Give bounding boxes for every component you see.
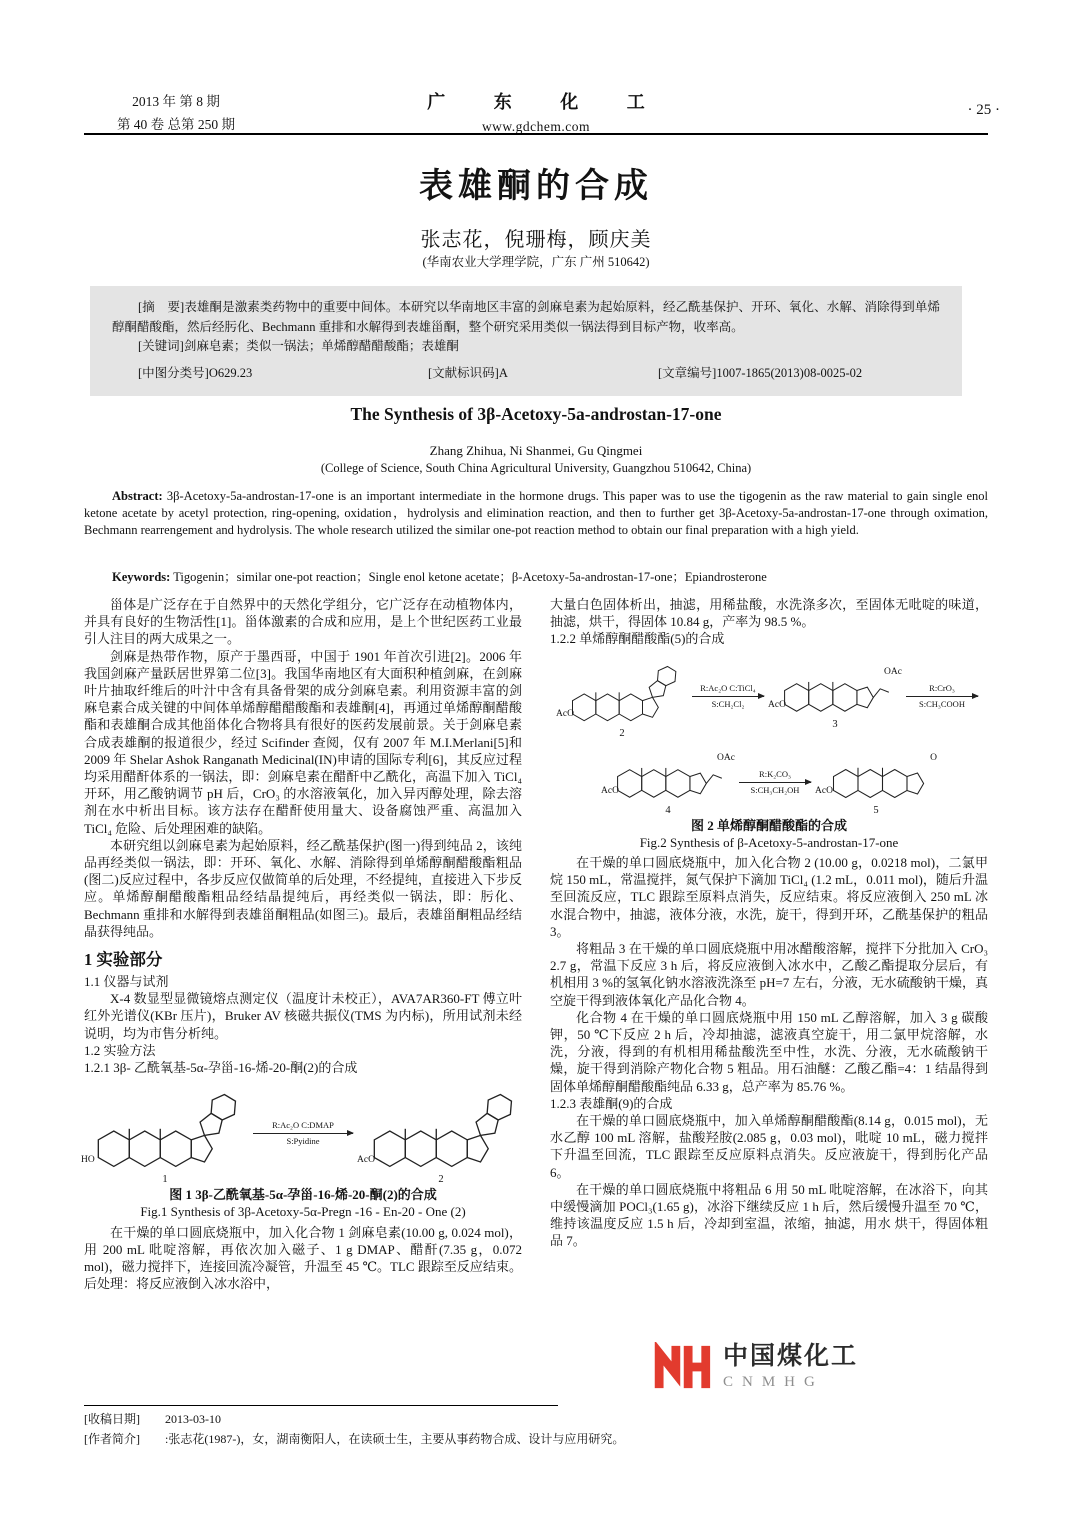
watermark-text-cn: 中国煤化工 — [723, 1343, 859, 1370]
reaction-arrow — [739, 769, 811, 796]
author-bio-line — [84, 1430, 988, 1450]
figure-1-caption-en: Fig.1 Synthesis of 3β-Acetoxy-5α-Pregn -16 - En-20 - One (2) — [140, 1204, 466, 1220]
document-code: [文献标识码]A — [428, 365, 508, 380]
reaction-arrow — [253, 1120, 353, 1147]
keywords-text: 剑麻皂素；类似一锅法；单烯醇醋醋酸酯；表雄酮 — [183, 339, 459, 353]
figure-2-row-1 — [550, 656, 988, 737]
substituent-label: AcO — [601, 785, 619, 796]
subsection-heading-1-1: 1.1 仪器与试剂 — [84, 974, 169, 990]
abstract-en — [84, 488, 988, 538]
subsection-heading-1-2-3: 1.2.3 表雄酮(9)的合成 — [550, 1095, 673, 1111]
substituent-label: OAc — [717, 752, 735, 763]
compound-number: 1 — [162, 1174, 168, 1186]
compound-5-structure — [815, 751, 937, 816]
authors-en: Zhang Zhihua, Ni Shanmei, Gu Qingmei — [429, 443, 643, 458]
journal-url: www.gdchem.com — [481, 119, 591, 134]
abstract-cn — [112, 298, 940, 337]
page-number: · 25 · — [967, 102, 1000, 118]
steroid-skeleton — [95, 1092, 241, 1170]
body-paragraph: 甾体是广泛存在于自然界中的天然化学组分，它广泛存在动植物体内，并具有良好的生物活性[1]。甾体激素的合成和应用，是上个世纪医药工业最引人注目的两大成果之一。 — [84, 597, 522, 647]
bio-value: :张志花(1987-)，女，湖南衡阳人，在读硕士生，主要从事药物合成、设计与应用研究。 — [165, 1431, 625, 1446]
arrow-line — [739, 782, 811, 783]
right-column — [550, 596, 988, 1250]
reaction-arrow — [906, 683, 978, 710]
received-label: [收稿日期] — [84, 1412, 140, 1426]
authors-cn: 张志花，倪珊梅，顾庆美 — [420, 229, 652, 251]
body-paragraph: X-4 数显型显微镜熔点测定仪（温度计未校正），AVA7AR360-FT 傅立叶红外光谱仪(KBr 压片)，Bruker AV 核磁共振仪(TMS 为内标)，所用试剂未经说明，均为市售分析纯。 — [84, 991, 522, 1041]
footnote-block — [84, 1410, 988, 1449]
keywords-en-text: Tigogenin；similar one-pot reaction；Single enol ketone acetate；β-Acetoxy-5a-androstan-17-one；Epiandrosterone — [173, 570, 767, 584]
cnmhg-logo-icon — [653, 1342, 711, 1392]
compound-4-structure — [601, 751, 735, 816]
journal-name: 广 东 化 工 — [427, 92, 667, 112]
arrow-line — [906, 696, 978, 697]
solvent-label: S:CH₃CH₂OH — [750, 784, 800, 795]
body-paragraph: 本研究组以剑麻皂素为起始原料，经乙酰基保护(图一)得到纯品 2，该纯品再经类似一锅法，即：开环、氧化、水解、消除得到单烯醇酮醋酸酯粗品(图二)反应过程中，各步反应仅做简单的后处理，不经提纯，直接进入下步反应。单烯醇酮醋酸酯粗品经结晶提纯后，再经类似一锅法，即：肟化、Bechmann 重排和水解得到表雄甾酮粗品(如图三)。最后，表雄甾酮粗品经结晶获得纯品。 — [84, 837, 522, 939]
reagent-label: R:K₂CO₃ — [759, 768, 791, 779]
arrow-line — [692, 696, 764, 697]
steroid-skeleton — [782, 673, 894, 715]
body-paragraph: 剑麻是热带作物，原产于墨西哥，中国于 1901 年首次引进[2]。2006 年我国剑麻产量跃居世界第二位[3]。我国华南地区有大面积种植剑麻，在剑麻叶片抽取纤维后的叶汁中含有具备骨架的成分剑麻皂素。利用资源丰富的剑麻皂素合成关键的中间体单烯醇醋醋酸酯和表雄酮[4]，再通过单烯醇酮醋酸酯和表雄酮合成其他甾体化合物将具有很好的医药发展前景。关于剑麻皂素合成表雄酮的报道很少，经过 Scifinder 查阅，仅有 2007 年 M.I.Merlani[5]和 2009 年 Shelar Ashok Ranganath Medicinal(IN)申请的国际专利[6]，其反应过程均采用醋酐体系的一锅法，即：剑麻皂素在醋酐中乙酰化，高温下加入 TiCl₄ 开环，用乙酸钠调节 pH 后，CrO₃ 的水溶液氧化，加入异丙醇处理，除去溶剂在水中析出目标。该方法存在醋酐使用量大、设备腐蚀严重、高温加入 TiCl₄ 危险、后处理困难的缺陷。 — [84, 648, 522, 836]
body-paragraph: 化合物 4 在干燥的单口圆底烧瓶中用 150 mL 乙醇溶解，加入 3 g 碳酸钾，50 ℃下反应 2 h 后，冷却抽滤，滤液真空旋干，用二氯甲烷溶解，水洗，分液，得到的有机相用稀盐酸洗至中性，水洗、分液，无水硫酸钠干燥，旋干得到消除产物化合物 5 粗品。用石油醚：乙酸乙酯=4：1 结晶得到固体单烯醇酮醋酸酯纯品 6.33 g，总产率为 85.76 %。 — [550, 1009, 988, 1094]
steroid-skeleton — [615, 759, 727, 801]
substituent-label: AcO — [357, 1155, 375, 1166]
substituent-label: HO — [81, 1155, 95, 1166]
left-column — [81, 596, 522, 1293]
figure-2-row-2 — [550, 751, 988, 814]
keywords-en — [84, 567, 988, 585]
reagent-label: R:Ac₂O C:DMAP — [272, 1120, 334, 1131]
watermark-text — [723, 1343, 858, 1391]
substituent-label: AcO — [768, 699, 786, 710]
subsection-heading-1-2-2: 1.2.2 单烯醇酮醋酸酯(5)的合成 — [550, 631, 725, 647]
abstract-en-text: 3β-Acetoxy-5a-androstan-17-one is an important intermediate in the hormone drugs. This paper was to use the tigogenin as the raw material to gain single enol ketone acetate by acetyl protection, ring-opening, oxidation，hydrolysis and elimination reaction, and then to further get 3β-Acetoxy-5a-androstan-17-one through oximation, Bechmann rearrengement and hydrolysis. The whole research utilized the similar one-pot reaction method to obtain our final preparation with a high yield. — [84, 489, 989, 537]
body-paragraph: 在干燥的单口圆底烧瓶中将粗品 6 用 50 mL 吡啶溶解，在冰浴下，向其中缓慢滴加 POCl₃(1.65 g)，冰浴下继续反应 1 h 后，然后缓慢升温至 70 ℃，维持该温度反应 1.5 h 后，冷却到室温，浓缩，抽滤，用水 烘干，得固体粗品 7。 — [550, 1181, 988, 1249]
steroid-skeleton — [829, 759, 929, 801]
keywords-en-label: Keywords: — [112, 570, 171, 584]
solvent-label: S:CH₂Cl₂ — [711, 698, 745, 709]
reaction-arrow — [692, 683, 764, 710]
figure-1-caption-cn: 图 1 3β-乙酰氧基-5α-孕甾-16-烯-20-酮(2)的合成 — [169, 1187, 437, 1203]
clc-number: [中图分类号]O629.23 — [138, 365, 253, 380]
compound-2-structure — [556, 656, 684, 739]
paper-title-cn: 表雄酮的合成 — [419, 168, 653, 205]
journal-issue-info — [96, 90, 256, 136]
body-paragraph: 在干燥的单口圆底烧瓶中，加入化合物 2 (10.00 g，0.0218 mol)，二氯甲烷 150 mL，常温搅拌，氮气保护下滴加 TiCl₄ (1.2 mL，0.011 mol)，随后升温至回流反应，TLC 跟踪至原料点消失，反应结束。将反应液倒入 250 mL 冰水混合物中，抽滤，液体分液，水洗，旋干，得到开环，乙酰基保护的粗品 3。 — [550, 855, 988, 939]
steroid-skeleton — [371, 1092, 517, 1170]
received-value: 2013-03-10 — [165, 1412, 221, 1426]
body-paragraph: 在干燥的单口圆底烧瓶中，加入单烯醇酮醋酸酯(8.14 g，0.015 mol)，无水乙醇 100 mL 溶解，盐酸羟胺(2.085 g，0.03 mol)，吡啶 10 mL，磁力搅拌下升温至回流，TLC 跟踪至反应原料点消失。反应液旋干，得到肟化产品 6。 — [550, 1113, 988, 1180]
header-rule — [84, 133, 988, 135]
abstract-label: [摘 要] — [138, 300, 185, 314]
arrow-line — [253, 1133, 353, 1134]
reagent-label: R:Ac₂O C:TiCl₄ — [700, 682, 756, 693]
figure-2-caption-en: Fig.2 Synthesis of β-Acetoxy-5-androstan-17-one — [639, 834, 899, 850]
reagent-label: R:CrO₃ — [929, 682, 955, 693]
bio-label: [作者简介] — [84, 1431, 140, 1446]
subsection-heading-1-2: 1.2 实验方法 — [84, 1042, 156, 1058]
compound-1-structure — [81, 1084, 245, 1186]
received-date-line — [84, 1410, 988, 1430]
solvent-label: S:Pyidine — [286, 1136, 320, 1147]
keywords-cn — [112, 337, 940, 357]
body-paragraph: 将粗品 3 在干燥的单口圆底烧瓶中用冰醋酸溶解，搅拌下分批加入 CrO₃ 2.7 g，常温下反应 3 h 后，将反应液倒入冰水中，乙酸乙酯提取分层后，有机相用 3 %的氢氧化钠水溶液洗涤至 pH=7 左右，分液，无水硫酸钠干燥，真空旋干得到液体氧化产品化合物 4。 — [550, 941, 988, 1008]
substituent-label: AcO — [815, 785, 833, 796]
keywords-label: [关键词] — [138, 339, 184, 353]
issue-line: 2013 年 第 8 期 — [132, 94, 220, 109]
compound-number: 5 — [873, 804, 879, 816]
substituent-label: O — [930, 752, 937, 763]
paper-title-en: The Synthesis of 3β-Acetoxy-5a-androstan-17-one — [350, 404, 722, 424]
compound-3-structure — [768, 665, 902, 730]
figure-2-caption-cn: 图 2 单烯醇酮醋酸酯的合成 — [690, 817, 847, 833]
substituent-label: AcO — [556, 708, 574, 719]
abstract-text: 表雄酮是激素类药物中的重要中间体。本研究以华南地区丰富的剑麻皂素为起始原料，经乙酰基保护、开环、氧化、水解、消除得到单烯醇酮醋酸酯，然后经肟化、Bechmann 重排和水解得到表雄甾酮，整个研究采用类似一锅法得到目标产物，收率高。 — [112, 300, 940, 334]
cnmhg-watermark — [645, 1327, 921, 1407]
compound-number: 2 — [438, 1174, 444, 1186]
journal-masthead — [336, 88, 736, 135]
affiliation-en: (College of Science, South China Agricultural University, Guangzhou 510642, China) — [320, 461, 752, 475]
abstract-box — [90, 286, 962, 396]
figure-1-scheme — [81, 1084, 522, 1186]
subsection-heading-1-2-1: 1.2.1 3β- 乙酰氧基-5α-孕甾-16-烯-20-酮(2)的合成 — [84, 1060, 358, 1076]
footer-rule — [84, 1405, 558, 1406]
compound-number: 4 — [665, 804, 671, 816]
section-heading-1: 1 实验部分 — [84, 950, 163, 970]
body-paragraph: 在干燥的单口圆底烧瓶中，加入化合物 1 剑麻皂素(10.00 g, 0.024 mol)，用 200 mL 吡啶溶解，再依次加入磁子、1 g DMAP、醋酐(7.35 g，0.072 mol)，磁力搅拌下，连接回流冷凝管，升温至 45 ℃。TLC 跟踪至反应结束。后处理：将反应液倒入冰水浴中， — [84, 1224, 522, 1292]
solvent-label: S:CH₃COOH — [919, 698, 965, 709]
article-id: [文章编号]1007-1865(2013)08-0025-02 — [658, 365, 863, 380]
compound-number: 2 — [619, 727, 625, 739]
figure-2-scheme — [550, 656, 988, 814]
watermark-text-en: CNMHG — [723, 1374, 824, 1390]
substituent-label: OAc — [884, 666, 902, 677]
volume-line: 第 40 卷 总第 250 期 — [116, 117, 236, 132]
body-paragraph: 大量白色固体析出，抽滤，用稀盐酸，水洗涤多次，至固体无吡啶的味道，抽滤，烘干，得固体 10.84 g，产率为 98.5 %。 — [550, 597, 988, 630]
compound-number: 3 — [832, 718, 838, 730]
affiliation-cn: (华南农业大学理学院，广东 广州 510642) — [422, 255, 650, 269]
compound-2-structure — [357, 1084, 521, 1186]
classification-row — [112, 364, 940, 384]
abstract-en-label: Abstract: — [112, 489, 163, 503]
steroid-skeleton — [570, 664, 680, 724]
